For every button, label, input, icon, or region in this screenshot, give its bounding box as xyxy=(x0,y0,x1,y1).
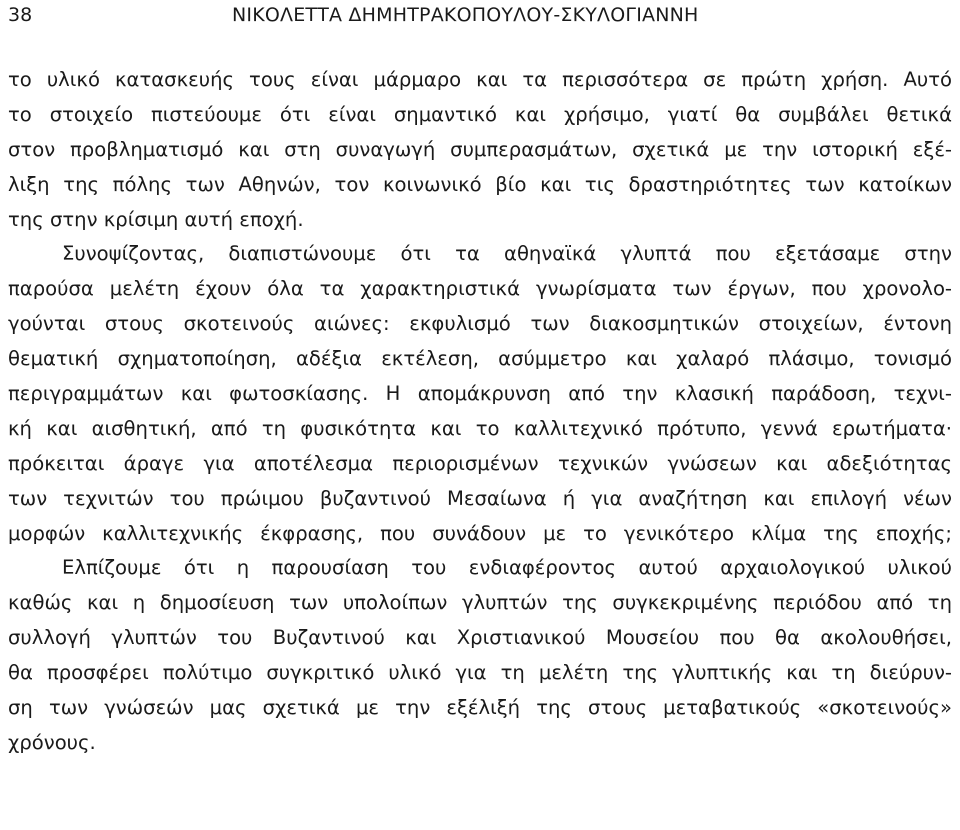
text-line: καθώς και η δημοσίευση των υπολοίπων γλυπτών της συγκεκριμένης περιόδου από τη xyxy=(8,591,952,615)
text-line: θα προσφέρει πολύτιμο συγκριτικό υλικό για τη μελέτη της γλυπτικής και τη διεύρυν- xyxy=(8,661,952,685)
text-line: μορφών καλλιτεχνικής έκφρασης, που συνάδουν με το γενικότερο κλίμα της εποχής; xyxy=(8,521,952,545)
text-line: περιγραμμάτων και φωτοσκίασης. Η απομάκρυνση από την κλασική παράδοση, τεχνι- xyxy=(8,382,952,406)
text-line: των τεχνιτών του πρώιμου βυζαντινού Μεσαίωνα ή για αναζήτηση και επιλογή νέων xyxy=(8,486,952,510)
text-line: πρόκειται άραγε για αποτέλεσμα περιορισμένων τεχνικών γνώσεων και αδεξιότητας xyxy=(8,451,952,475)
text-line: θεματική σχηματοποίηση, αδέξια εκτέλεση, ασύμμετρο και χαλαρό πλάσιμο, τονισμό xyxy=(8,347,952,371)
text-line: στον προβληματισμό και στη συναγωγή συμπερασμάτων, σχετικά με την ιστορική εξέ- xyxy=(8,137,952,161)
text-line: ση των γνώσεών μας σχετικά με την εξέλιξή της στους μεταβατικούς «σκοτεινούς» xyxy=(8,696,952,720)
page-number: 38 xyxy=(8,4,33,26)
text-line: γούνται στους σκοτεινούς αιώνες: εκφυλισμό των διακοσμητικών στοιχείων, έντονη xyxy=(8,312,952,336)
page-header xyxy=(0,4,960,34)
text-line: συλλογή γλυπτών του Βυζαντινού και Χριστιανικού Μουσείου που θα ακολουθήσει, xyxy=(8,626,952,650)
text-line: το στοιχείο πιστεύουμε ότι είναι σημαντικό και χρήσιμο, γιατί θα συμβάλει θετικά xyxy=(8,102,952,126)
text-line: το υλικό κατασκευής τους είναι μάρμαρο και τα περισσότερα σε πρώτη χρήση. Αυτό xyxy=(8,68,952,91)
running-head: ΝΙΚΟΛΕΤΤΑ ΔΗΜΗΤΡΑΚΟΠΟΥΛΟΥ-ΣΚΥΛΟΓΙΑΝΝΗ xyxy=(232,4,699,26)
text-line: παρούσα μελέτη έχουν όλα τα χαρακτηριστικά γνωρίσματα των έργων, που χρονολο- xyxy=(8,277,952,301)
text-line: Συνοψίζοντας, διαπιστώνουμε ότι τα αθηναϊκά γλυπτά που εξετάσαμε στην xyxy=(62,242,952,266)
text-line: κή και αισθητική, από τη φυσικότητα και το καλλιτεχνικό πρότυπο, γεννά ερωτήματα· xyxy=(8,416,952,440)
text-line: λιξη της πόλης των Αθηνών, τον κοινωνικό βίο και τις δραστηριότητες των κατοίκων xyxy=(8,172,952,196)
body-text xyxy=(8,63,952,761)
text-line: Ελπίζουμε ότι η παρουσίαση του ενδιαφέροντος αυτού αρχαιολογικού υλικού xyxy=(62,556,952,580)
text-line: χρόνους. xyxy=(8,730,96,754)
text-line: της στην κρίσιμη αυτή εποχή. xyxy=(8,207,304,231)
